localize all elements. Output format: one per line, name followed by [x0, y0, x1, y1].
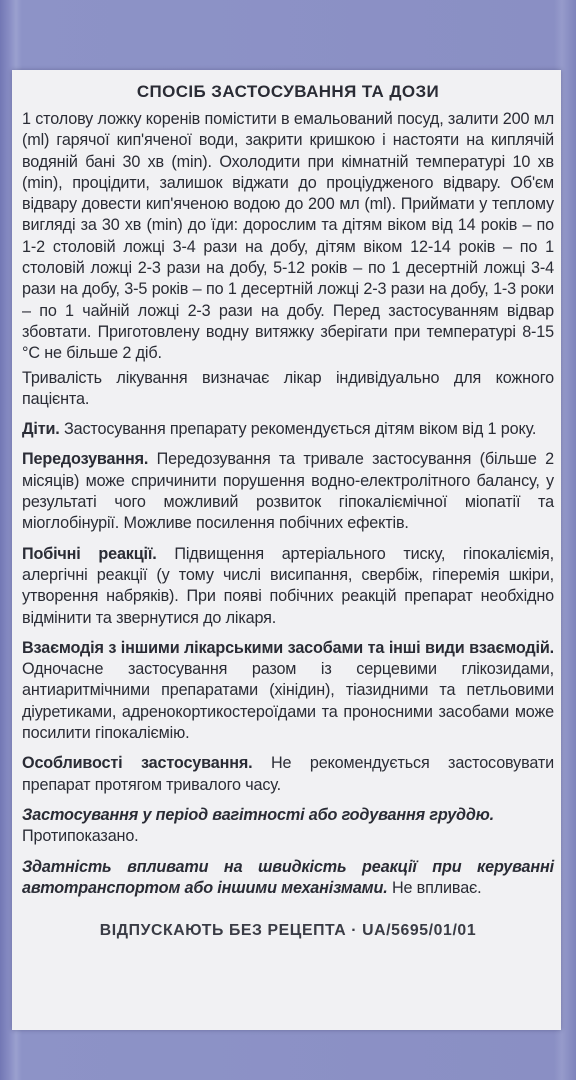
section-side-effects: [22, 544, 554, 629]
section-heading: Передозування.: [22, 450, 149, 469]
dosage-text: 1 столову ложку коренів помістити в емальований посуд, залити 200 мл (ml) гарячої кип'яченої води, закрити кришкою і настояти на киплячій водяній бані 30 хв (min). Охолодити при кімнатній температурі 10 хв (min), процідити, залишок віджати до проціудженого відвару. Об'єм відвару довести кип'яченою водою до 200 мл (ml). Приймати у теплому вигляді за 30 хв (min) до їди: дорослим та дітям віком від 14 років – по 1-2 столовій ложці 3-4 рази на добу, дітям віком 12-14 років – по 1 столовій ложці 2-3 рази на добу, 5-12 років – по 1 десертній ложці 3-4 рази на добу, 3-5 років – по 1 десертній ложці 2-3 рази на добу, 1-3 роки – по 1 чайній ложці 2-3 рази на добу. Перед застосуванням відвар збовтати. Приготовлену водну витяжку зберігати при температурі 8-15 °С не більше 2 діб.: [22, 110, 554, 363]
section-body: Підвищення артеріального тиску, гіпокаліємія, алергічні реакції (у тому числі висипання, свербіж, гіперемія шкіри, утворення набряків). При появі побічних реакцій препарат необхідно відмінити та звернутися до лікаря.: [22, 544, 554, 627]
section-heading: Побічні реакції.: [22, 544, 157, 563]
section-body: Протипоказано.: [22, 827, 139, 846]
prescription-footer: ВІДПУСКАЮТЬ БЕЗ РЕЦЕПТА · UA/5695/01/01: [99, 922, 477, 940]
section-interactions: [22, 638, 554, 744]
section-body: Передозування та тривале застосування (більше 2 місяців) може спричинити порушення водно-електролітного балансу, у результаті чого можливий розвиток гіпокаліємічної міопатії та міоглобінурії. Можливе посилення побічних ефектів.: [22, 450, 554, 533]
section-heading: Застосування у період вагітності або годування груддю.: [22, 805, 494, 824]
section-heading: Особливості застосування.: [22, 754, 253, 773]
section-body: Не рекомендується застосовувати препарат протягом тривалого часу.: [22, 754, 554, 794]
section-children: [22, 419, 554, 440]
section-body: Не впливає.: [387, 878, 482, 897]
section-heading: Діти.: [22, 420, 60, 439]
section-driving: [22, 857, 554, 900]
section-heading: Здатність впливати на швидкість реакції при керуванні автотранспортом або іншими механізмами.: [22, 857, 554, 897]
section-pregnancy: [22, 805, 554, 848]
page-title: СПОСІБ ЗАСТОСУВАННЯ ТА ДОЗИ: [136, 82, 440, 101]
section-features: [22, 753, 554, 796]
instruction-text: [22, 80, 554, 941]
section-body: Застосування препарату рекомендується дітям віком від 1 року.: [59, 420, 537, 439]
section-heading: Взаємодія з іншими лікарськими засобами та інші види взаємодій.: [22, 638, 554, 657]
treatment-duration: Тривалість лікування визначає лікар індивідуально для кожного пацієнта.: [22, 368, 554, 408]
section-overdose: [22, 449, 554, 534]
section-body: Одночасне застосування разом із серцевими глікозидами, антиаритмічними препаратами (хінідин), тіазидними та петльовими діуретиками, адренокортикостероїдами та проносними засобами може посилити гіпокаліємію.: [22, 660, 554, 743]
